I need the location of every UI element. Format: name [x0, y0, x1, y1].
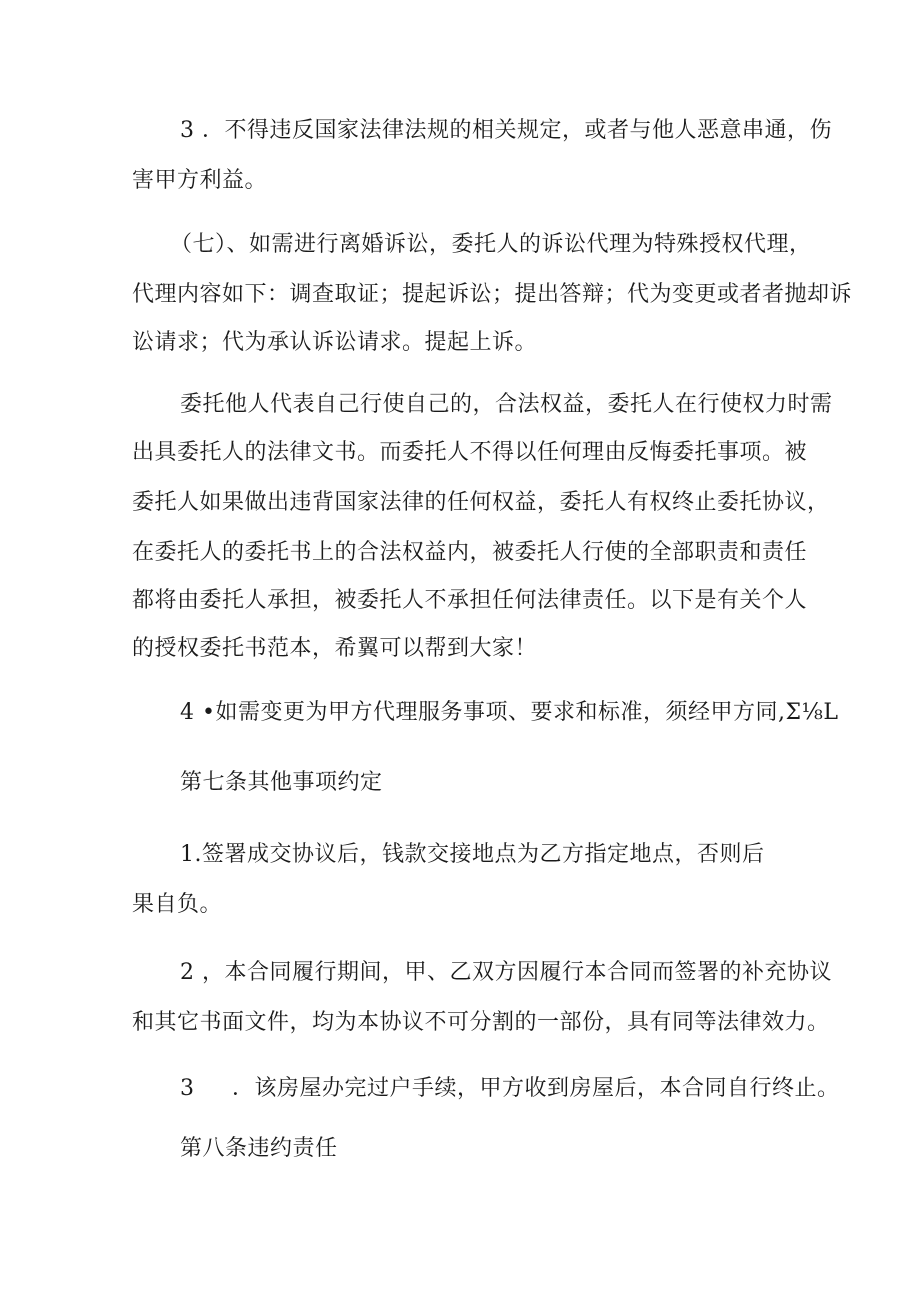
entrust-paragraph-line-5: 都将由委托人承担，被委托人不承担任何法律责任。以下是有关个人 — [132, 588, 808, 613]
paragraph-7-line-1: （七）、如需进行离婚诉讼，委托人的诉讼代理为特殊授权代理， — [170, 232, 812, 257]
article-7-item-2-line-2: 和其它书面文件，均为本协议不可分割的一部份，具有同等法律效力。 — [132, 1010, 830, 1035]
paragraph-7-line-3: 讼请求；代为承认诉讼请求。提起上诉。 — [132, 330, 538, 355]
article-7-item-3-number: 3 — [180, 1076, 195, 1101]
entrust-paragraph-line-6: 的授权委托书范本，希翼可以帮到大家！ — [132, 636, 538, 661]
article-7-heading: 第七条其他事项约定 — [180, 770, 383, 795]
entrust-paragraph-line-2: 出具委托人的法律文书。而委托人不得以任何理由反悔委托事项。被 — [132, 440, 808, 465]
article-7-item-3 — [180, 1074, 840, 1104]
article-7-item-1-line-1: 1.签署成交协议后，钱款交接地点为乙方指定地点，否则后 — [180, 842, 765, 867]
article-8-heading: 第八条违约责任 — [180, 1136, 338, 1161]
paragraph-3-line-2: 害甲方利益。 — [132, 168, 268, 193]
paragraph-7-line-2: 代理内容如下：调查取证；提起诉讼；提出答辩；代为变更或者者抛却诉 — [132, 282, 853, 307]
entrust-paragraph-line-1: 委托他人代表自己行使自己的，合法权益，委托人在行使权力时需 — [180, 392, 833, 417]
article-7-item-2-line-1: 2 ，本合同履行期间，甲、乙双方因履行本合同而签署的补充协议 — [180, 960, 832, 985]
article-7-item-1-line-2: 果自负。 — [132, 892, 223, 917]
article-7-item-3-text: ．该房屋办完过户手续，甲方收到房屋后，本合同自行终止。 — [232, 1076, 840, 1101]
paragraph-3-line-1: 3 ．不得违反国家法律法规的相关规定，或者与他人恶意串通，伤 — [180, 118, 832, 143]
entrust-paragraph-line-4: 在委托人的委托书上的合法权益内，被委托人行使的全部职责和责任 — [132, 540, 808, 565]
paragraph-4-line-1: 4 •如需变更为甲方代理服务事项、要求和标准，须经甲方同,Σ⅛L — [180, 700, 839, 725]
entrust-paragraph-line-3: 委托人如果做出违背国家法律的任何权益，委托人有权终止委托协议， — [132, 490, 830, 515]
